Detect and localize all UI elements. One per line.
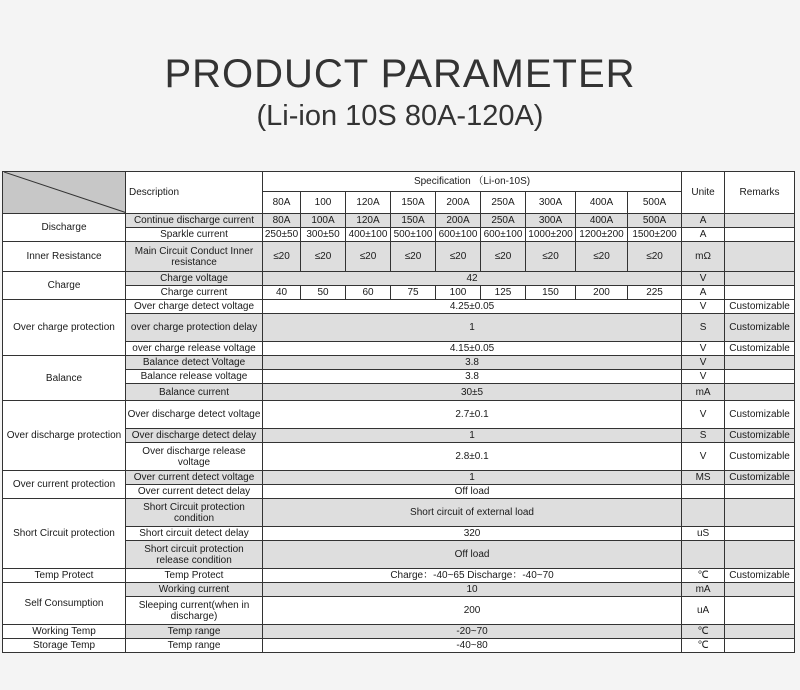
value-cell: 80A — [263, 214, 301, 228]
row-description: Main Circuit Conduct Inner resistance — [126, 242, 263, 272]
page-title: PRODUCT PARAMETER — [164, 52, 636, 96]
value-cell: 300A — [526, 214, 576, 228]
remark-cell: Customizable — [725, 300, 795, 314]
size-120a: 120A — [346, 192, 391, 214]
header-row — [3, 172, 795, 192]
value-cell: 500A — [628, 214, 682, 228]
table-row — [3, 214, 795, 228]
unit-cell — [682, 499, 725, 527]
value-cell: 1200±200 — [576, 228, 628, 242]
unit-cell: mΩ — [682, 242, 725, 272]
value-cell: 1 — [263, 314, 682, 342]
remark-cell — [725, 356, 795, 370]
remark-cell: Customizable — [725, 342, 795, 356]
value-cell: 50 — [301, 286, 346, 300]
value-cell: 3.8 — [263, 356, 682, 370]
unit-cell — [682, 485, 725, 499]
value-cell: 600±100 — [481, 228, 526, 242]
parameter-table — [2, 171, 795, 653]
value-cell: 30±5 — [263, 384, 682, 401]
size-300a: 300A — [526, 192, 576, 214]
category-over-current-protection: Over current protection — [3, 471, 126, 499]
row-description: Temp range — [126, 639, 263, 653]
value-cell: 125 — [481, 286, 526, 300]
value-cell: 2.7±0.1 — [263, 401, 682, 429]
value-cell: -40~80 — [263, 639, 682, 653]
table-row — [3, 583, 795, 597]
row-description: Over charge detect voltage — [126, 300, 263, 314]
unit-cell: ℃ — [682, 625, 725, 639]
unit-cell: V — [682, 443, 725, 471]
unit-header: Unite — [682, 172, 725, 214]
size-200a: 200A — [436, 192, 481, 214]
remarks-header: Remarks — [725, 172, 795, 214]
table-row — [3, 272, 795, 286]
value-cell: 42 — [263, 272, 682, 286]
value-cell: 1500±200 — [628, 228, 682, 242]
value-cell: 150 — [526, 286, 576, 300]
row-description: Sparkle current — [126, 228, 263, 242]
row-description: Over current detect delay — [126, 485, 263, 499]
remark-cell — [725, 272, 795, 286]
unit-cell: S — [682, 429, 725, 443]
unit-cell: V — [682, 342, 725, 356]
table-row — [3, 499, 795, 527]
table-row — [3, 639, 795, 653]
value-cell: 100 — [436, 286, 481, 300]
row-description: Temp range — [126, 625, 263, 639]
value-cell: 3.8 — [263, 370, 682, 384]
remark-cell: Customizable — [725, 569, 795, 583]
value-cell: 4.15±0.05 — [263, 342, 682, 356]
remark-cell — [725, 228, 795, 242]
size-400a: 400A — [576, 192, 628, 214]
remark-cell — [725, 384, 795, 401]
unit-cell: V — [682, 300, 725, 314]
unit-cell: V — [682, 370, 725, 384]
row-description: Short circuit detect delay — [126, 527, 263, 541]
value-cell: ≤20 — [301, 242, 346, 272]
row-description: Balance release voltage — [126, 370, 263, 384]
category-temp-protect: Temp Protect — [3, 569, 126, 583]
category-storage-temp: Storage Temp — [3, 639, 126, 653]
unit-cell: mA — [682, 583, 725, 597]
remark-cell — [725, 242, 795, 272]
size-500a: 500A — [628, 192, 682, 214]
value-cell: ≤20 — [346, 242, 391, 272]
table-row — [3, 356, 795, 370]
table-row — [3, 625, 795, 639]
unit-cell: A — [682, 214, 725, 228]
row-description: Over discharge detect delay — [126, 429, 263, 443]
value-cell: 300±50 — [301, 228, 346, 242]
category-charge: Charge — [3, 272, 126, 300]
category-self-consumption: Self Consumption — [3, 583, 126, 625]
size-80a: 80A — [263, 192, 301, 214]
value-cell: ≤20 — [628, 242, 682, 272]
remark-cell: Customizable — [725, 443, 795, 471]
value-cell: 250±50 — [263, 228, 301, 242]
size-100: 100 — [301, 192, 346, 214]
unit-cell: ℃ — [682, 569, 725, 583]
unit-cell: ℃ — [682, 639, 725, 653]
value-cell: ≤20 — [436, 242, 481, 272]
value-cell: 400±100 — [346, 228, 391, 242]
value-cell: ≤20 — [526, 242, 576, 272]
value-cell: 150A — [391, 214, 436, 228]
row-description: over charge protection delay — [126, 314, 263, 342]
category-over-charge-protection: Over charge protection — [3, 300, 126, 356]
value-cell: 75 — [391, 286, 436, 300]
remark-cell — [725, 370, 795, 384]
value-cell: 250A — [481, 214, 526, 228]
value-cell: Charge：-40~65 Discharge：-40~70 — [263, 569, 682, 583]
row-description: Continue discharge current — [126, 214, 263, 228]
remark-cell — [725, 625, 795, 639]
remark-cell — [725, 485, 795, 499]
value-cell: 10 — [263, 583, 682, 597]
table-row — [3, 242, 795, 272]
row-description: Over discharge release voltage — [126, 443, 263, 471]
unit-cell: V — [682, 401, 725, 429]
value-cell: 1000±200 — [526, 228, 576, 242]
value-cell: 200 — [263, 597, 682, 625]
unit-cell: V — [682, 272, 725, 286]
remark-cell — [725, 597, 795, 625]
remark-cell — [725, 541, 795, 569]
value-cell: ≤20 — [263, 242, 301, 272]
value-cell: Off load — [263, 485, 682, 499]
size-250a: 250A — [481, 192, 526, 214]
value-cell: 120A — [346, 214, 391, 228]
value-cell: 320 — [263, 527, 682, 541]
value-cell: 500±100 — [391, 228, 436, 242]
value-cell: 400A — [576, 214, 628, 228]
row-description: Over current detect voltage — [126, 471, 263, 485]
remark-cell — [725, 527, 795, 541]
unit-cell: V — [682, 356, 725, 370]
unit-cell — [682, 541, 725, 569]
value-cell: 200A — [436, 214, 481, 228]
page-subtitle: (Li-ion 10S 80A-120A) — [256, 100, 544, 132]
unit-cell: A — [682, 286, 725, 300]
row-description: over charge release voltage — [126, 342, 263, 356]
category-discharge: Discharge — [3, 214, 126, 242]
unit-cell: S — [682, 314, 725, 342]
unit-cell: MS — [682, 471, 725, 485]
size-150a: 150A — [391, 192, 436, 214]
specification-header: Specification （Li-on-10S) — [263, 172, 682, 192]
value-cell: 600±100 — [436, 228, 481, 242]
category-working-temp: Working Temp — [3, 625, 126, 639]
remark-cell — [725, 639, 795, 653]
diagonal-line — [4, 172, 126, 213]
description-header: Description — [126, 172, 263, 214]
row-description: Balance detect Voltage — [126, 356, 263, 370]
table-row — [3, 401, 795, 429]
value-cell: ≤20 — [391, 242, 436, 272]
table-row — [3, 300, 795, 314]
unit-cell: A — [682, 228, 725, 242]
row-description: Short circuit protection release condition — [126, 541, 263, 569]
remark-cell — [725, 214, 795, 228]
header-diagonal-cell — [3, 172, 126, 214]
value-cell: ≤20 — [481, 242, 526, 272]
value-cell: 4.25±0.05 — [263, 300, 682, 314]
row-description: Sleeping current(when in discharge) — [126, 597, 263, 625]
value-cell: Off load — [263, 541, 682, 569]
value-cell: -20~70 — [263, 625, 682, 639]
row-description: Short Circuit protection condition — [126, 499, 263, 527]
row-description: Over discharge detect voltage — [126, 401, 263, 429]
category-short-circuit-protection: Short Circuit protection — [3, 499, 126, 569]
value-cell: Short circuit of external load — [263, 499, 682, 527]
table-row — [3, 569, 795, 583]
unit-cell: mA — [682, 384, 725, 401]
value-cell: 1 — [263, 429, 682, 443]
value-cell: 1 — [263, 471, 682, 485]
unit-cell: uA — [682, 597, 725, 625]
row-description: Charge current — [126, 286, 263, 300]
remark-cell: Customizable — [725, 429, 795, 443]
value-cell: 60 — [346, 286, 391, 300]
row-description: Balance current — [126, 384, 263, 401]
value-cell: ≤20 — [576, 242, 628, 272]
category-over-discharge-protection: Over discharge protection — [3, 401, 126, 471]
remark-cell: Customizable — [725, 314, 795, 342]
remark-cell — [725, 499, 795, 527]
category-balance: Balance — [3, 356, 126, 401]
remark-cell: Customizable — [725, 471, 795, 485]
category-inner-resistance: Inner Resistance — [3, 242, 126, 272]
unit-cell: uS — [682, 527, 725, 541]
value-cell: 100A — [301, 214, 346, 228]
row-description: Temp Protect — [126, 569, 263, 583]
remark-cell — [725, 583, 795, 597]
value-cell: 40 — [263, 286, 301, 300]
remark-cell: Customizable — [725, 401, 795, 429]
row-description: Working current — [126, 583, 263, 597]
row-description: Charge voltage — [126, 272, 263, 286]
value-cell: 225 — [628, 286, 682, 300]
value-cell: 2.8±0.1 — [263, 443, 682, 471]
value-cell: 200 — [576, 286, 628, 300]
table-row — [3, 471, 795, 485]
remark-cell — [725, 286, 795, 300]
